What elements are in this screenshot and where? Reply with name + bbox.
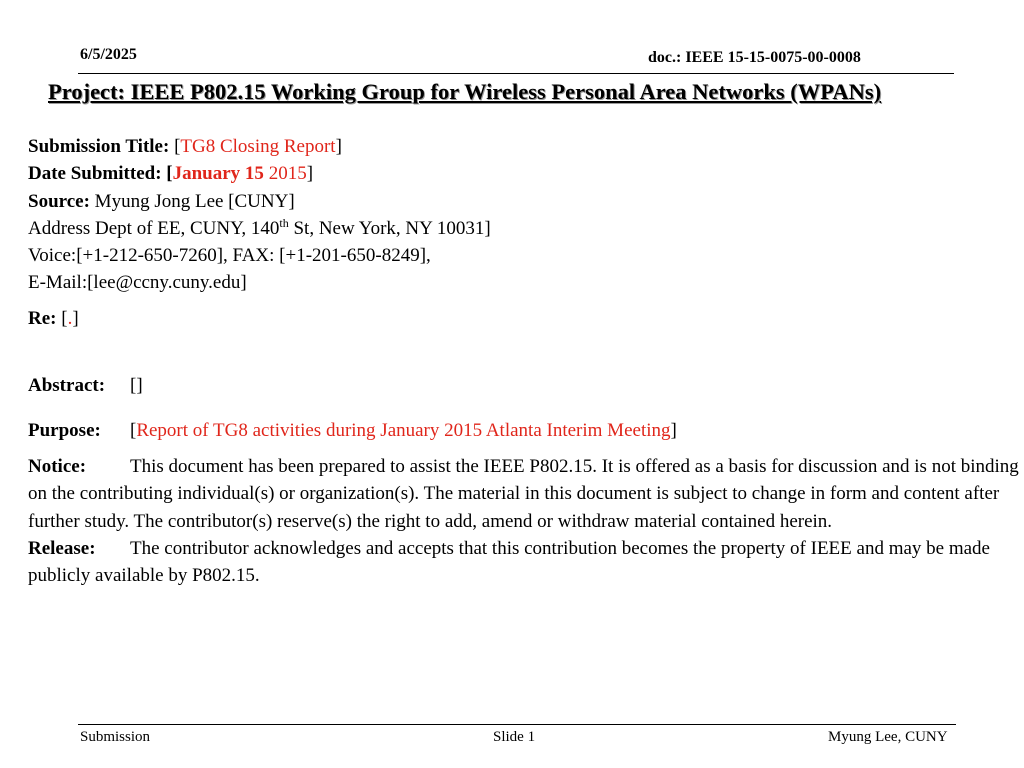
notice-text: This document has been prepared to assist the IEEE P802.15. It is offered as a basis for discussion and is not binding on the contributing individual(s) or organization(s). The material in this document is subject to change in form and content after further study. The contributor(s) reserve(s) the right to add, amend or withdraw material contained herein.	[28, 456, 1019, 532]
address-suffix: St, New York, NY 10031]	[288, 217, 491, 239]
release-text: The contributor acknowledges and accepts that this contribution becomes the property of IEEE and may be made publicly available by P802.15.	[28, 537, 990, 587]
submission-info	[28, 133, 491, 297]
notice-label: Notice:	[28, 456, 87, 477]
address-line	[28, 215, 491, 242]
address-prefix: Address Dept of EE, CUNY, 140	[28, 217, 280, 239]
email-line: E-Mail:[lee@ccny.cuny.edu]	[28, 272, 247, 294]
release-label: Release:	[28, 537, 96, 559]
source-value: Myung Jong Lee [CUNY]	[94, 190, 295, 212]
source-label: Source:	[28, 190, 90, 212]
header-doc-id: doc.: IEEE 15-15-0075-00-0008	[648, 49, 861, 66]
source-line	[28, 188, 491, 215]
footer-rule	[78, 724, 956, 725]
abstract-label: Abstract:	[28, 375, 106, 396]
header-date: 6/5/2025	[80, 46, 137, 63]
footer-slide-number: Slide 1	[493, 729, 536, 745]
notice-release-block	[28, 453, 1020, 589]
date-submitted-line: Date Submitted: [January 15 2015]	[28, 163, 314, 185]
date-month-day: January 15	[172, 163, 264, 185]
purpose-line: Purpose: [Report of TG8 activities during January 2015 Atlanta Interim Meeting]	[28, 417, 677, 444]
footer-submission: Submission	[80, 729, 151, 745]
release-paragraph	[28, 535, 1020, 590]
date-submitted-label: Date Submitted:	[28, 163, 162, 185]
date-year: 2015	[268, 163, 307, 185]
submission-title-line: Submission Title: [TG8 Closing Report]	[28, 136, 342, 157]
notice-paragraph	[28, 453, 1020, 535]
re-line: Re: [.]	[28, 308, 79, 329]
abstract-line	[28, 372, 143, 399]
header-rule	[78, 73, 954, 74]
purpose-value: Report of TG8 activities during January 2015 Atlanta Interim Meeting	[136, 420, 671, 441]
re-value: .	[67, 308, 73, 329]
submission-title-value: TG8 Closing Report	[180, 136, 336, 157]
project-title: Project: IEEE P802.15 Working Group for Wireless Personal Area Networks (WPANs)	[48, 79, 882, 104]
voice-fax-line: Voice:[+1-212-650-7260], FAX: [+1-201-650-8249],	[28, 245, 431, 267]
abstract-value: []	[130, 375, 143, 396]
address-sup: th	[279, 215, 289, 230]
submission-title-label: Submission Title:	[28, 136, 170, 157]
footer-author: Myung Lee, CUNY	[828, 729, 948, 745]
purpose-label: Purpose:	[28, 420, 101, 441]
re-label: Re:	[28, 308, 57, 329]
